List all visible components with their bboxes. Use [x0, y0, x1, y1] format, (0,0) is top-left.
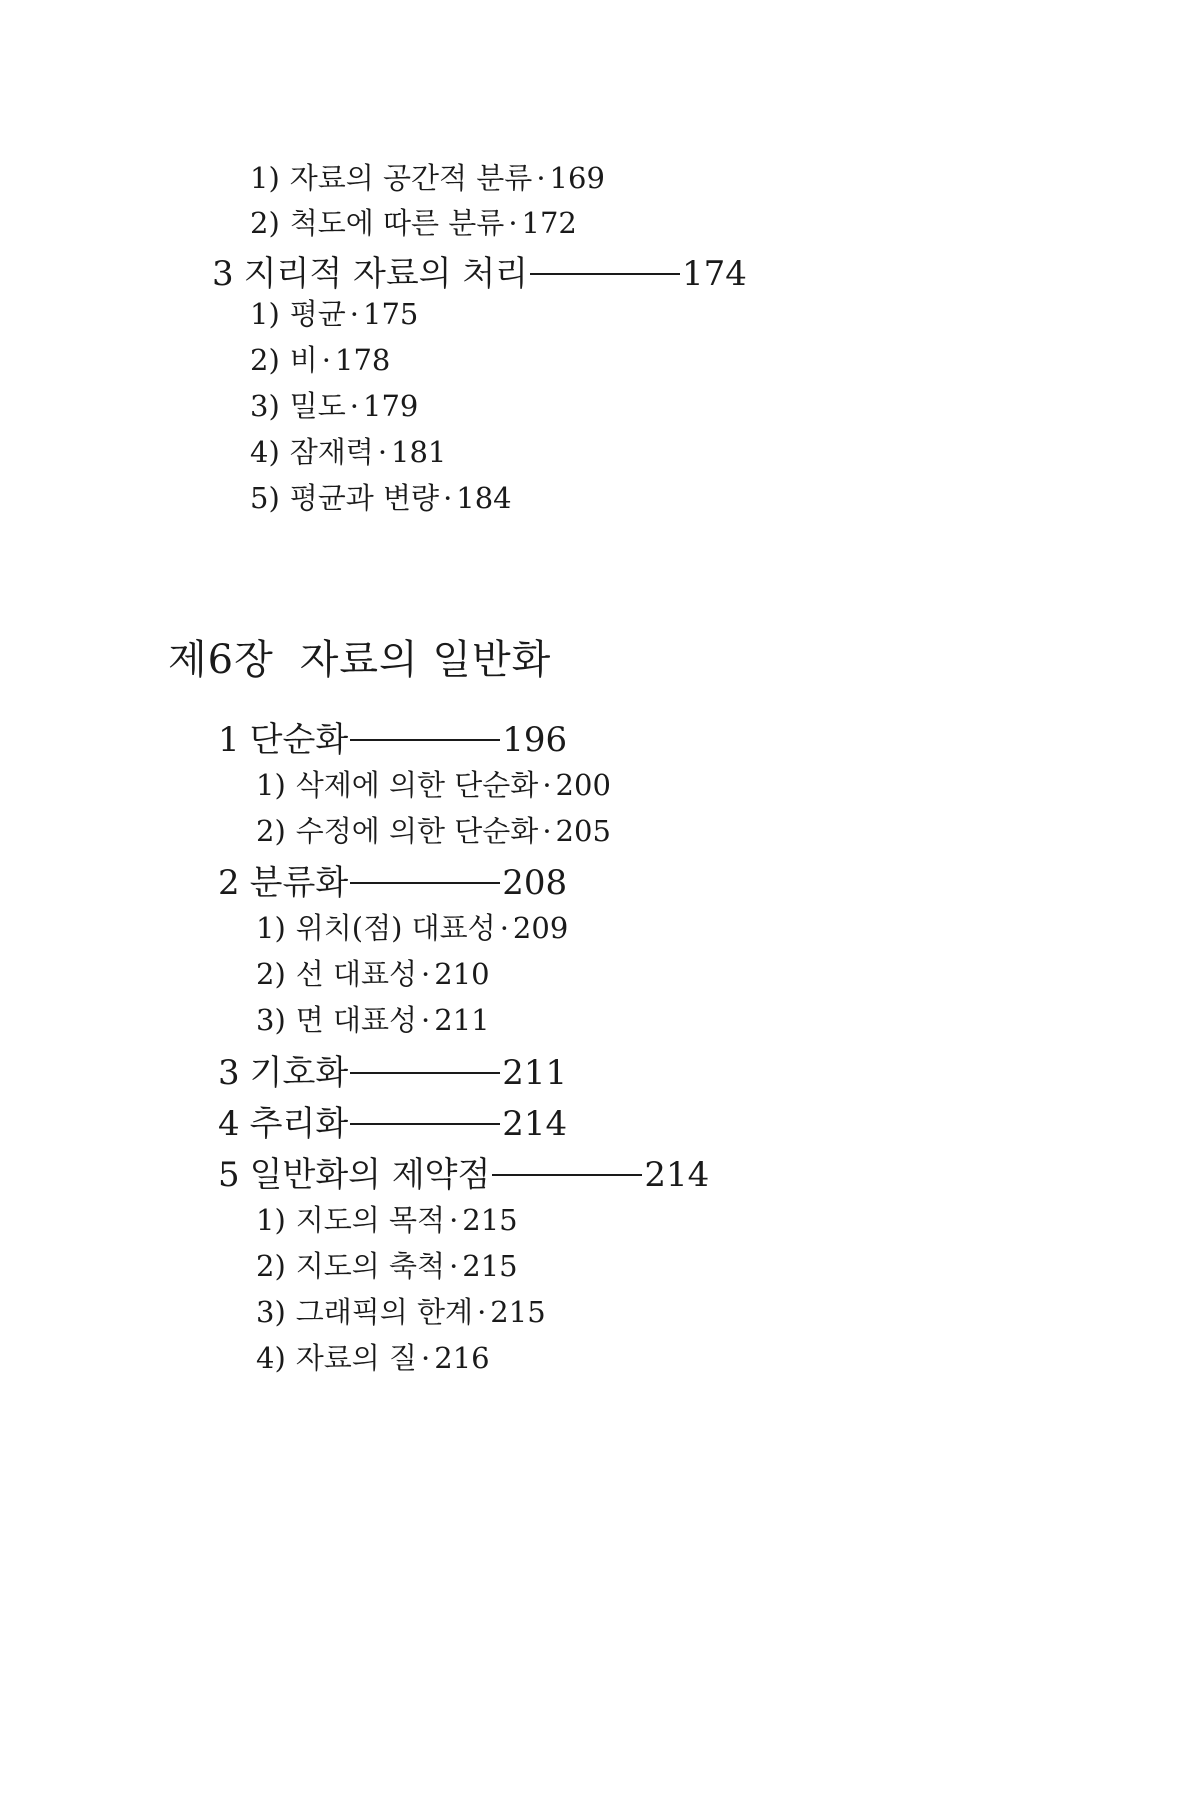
toc-entry-subsection [256, 1290, 546, 1331]
entry-title: 추리화 [249, 1104, 349, 1144]
entry-number: 3 [212, 254, 234, 294]
entry-page: 174 [682, 254, 747, 294]
entry-title: 평균과 변량 [289, 481, 440, 515]
entry-separator: · [542, 768, 552, 802]
toc-entry-subsection [250, 292, 418, 333]
entry-separator: · [449, 1203, 459, 1237]
entry-separator: · [349, 297, 360, 331]
toc-entry-subsection [250, 338, 390, 379]
toc-entry-subsection [256, 906, 568, 947]
toc-entry-subsection [256, 763, 611, 804]
entry-separator: · [508, 206, 518, 240]
entry-page: 172 [521, 206, 577, 240]
entry-page: 214 [502, 1104, 568, 1144]
entry-number: 1) [256, 1203, 286, 1237]
toc-entry-subsection [256, 1336, 490, 1377]
entry-title: 밀도 [289, 389, 346, 423]
entry-number: 4 [218, 1104, 240, 1144]
toc-entry-subsection [250, 201, 577, 242]
entry-title: 선 대표성 [295, 957, 418, 991]
entry-number: 3) [256, 1295, 286, 1329]
entry-page: 211 [502, 1053, 568, 1093]
entry-title: 평균 [289, 297, 346, 331]
entry-number: 3 [218, 1053, 240, 1093]
entry-title: 분류화 [249, 863, 349, 903]
entry-separator: · [421, 1003, 431, 1037]
entry-separator: · [377, 435, 388, 469]
entry-page: 196 [502, 720, 568, 760]
toc-entry-subsection [256, 1244, 518, 1285]
entry-page: 209 [512, 911, 569, 945]
leader-line [350, 882, 500, 884]
toc-entry-subsection [250, 384, 418, 425]
toc-entry-section [218, 1147, 709, 1196]
toc-entry-subsection [256, 998, 490, 1039]
entry-number: 2 [218, 863, 240, 903]
entry-page: 179 [363, 389, 419, 423]
entry-number: 2) [256, 814, 286, 848]
entry-title: 삭제에 의한 단순화 [295, 768, 539, 802]
entry-separator: · [321, 343, 331, 377]
entry-page: 200 [555, 768, 611, 802]
entry-number: 1) [256, 768, 286, 802]
entry-number: 1) [250, 161, 280, 195]
toc-entry-section [212, 246, 747, 295]
entry-page: 205 [555, 814, 611, 848]
leader-line [350, 739, 500, 741]
entry-title: 위치(점) 대표성 [295, 911, 496, 945]
toc-entry-section [218, 712, 567, 761]
entry-title: 면 대표성 [295, 1003, 418, 1037]
entry-page: 216 [434, 1341, 490, 1375]
entry-number: 3) [250, 389, 280, 423]
entry-page: 181 [391, 435, 447, 469]
leader-line [350, 1072, 500, 1074]
entry-page: 178 [335, 343, 391, 377]
toc-entry-subsection [256, 809, 611, 850]
entry-number: 2) [256, 957, 286, 991]
leader-line [530, 273, 680, 275]
toc-entry-section [218, 1045, 567, 1094]
entry-page: 214 [644, 1155, 710, 1195]
entry-number: 2) [250, 206, 280, 240]
entry-title: 척도에 따른 분류 [289, 206, 505, 240]
entry-separator: · [449, 1249, 459, 1283]
entry-page: 169 [549, 161, 605, 195]
leader-line [492, 1174, 642, 1176]
entry-page: 215 [462, 1203, 518, 1237]
entry-number: 5) [250, 481, 280, 515]
toc-entry-subsection [256, 1198, 518, 1239]
entry-title: 수정에 의한 단순화 [295, 814, 539, 848]
entry-separator: · [499, 911, 509, 945]
toc-entry-section [218, 1096, 567, 1145]
entry-title: 지리적 자료의 처리 [243, 254, 529, 294]
entry-page: 184 [456, 481, 512, 515]
entry-page: 215 [490, 1295, 546, 1329]
entry-title: 비 [289, 343, 318, 377]
toc-entry-section [218, 855, 567, 904]
chapter-label: 제6장 [168, 637, 274, 683]
entry-title: 자료의 질 [295, 1341, 418, 1375]
entry-title: 지도의 목적 [295, 1203, 446, 1237]
entry-page: 210 [434, 957, 490, 991]
entry-separator: · [421, 1341, 431, 1375]
entry-title: 잠재력 [289, 435, 374, 469]
toc-entry-subsection [256, 952, 490, 993]
entry-page: 215 [462, 1249, 518, 1283]
leader-line [350, 1123, 500, 1125]
entry-title: 자료의 공간적 분류 [289, 161, 533, 195]
toc-entry-subsection [250, 430, 446, 471]
entry-number: 4) [256, 1341, 286, 1375]
entry-number: 3) [256, 1003, 286, 1037]
entry-title: 단순화 [249, 720, 349, 760]
toc-entry-subsection [250, 476, 512, 517]
entry-separator: · [349, 389, 360, 423]
entry-page: 208 [502, 863, 568, 903]
entry-separator: · [421, 957, 431, 991]
entry-number: 1) [250, 297, 280, 331]
entry-number: 2) [256, 1249, 286, 1283]
entry-separator: · [536, 161, 546, 195]
entry-separator: · [443, 481, 453, 515]
entry-number: 1) [256, 911, 286, 945]
entry-number: 4) [250, 435, 280, 469]
chapter-heading [168, 628, 551, 685]
entry-number: 1 [218, 720, 240, 760]
toc-entry-subsection [250, 156, 605, 197]
entry-separator: · [477, 1295, 487, 1329]
chapter-title: 자료의 일반화 [299, 637, 552, 683]
entry-title: 지도의 축척 [295, 1249, 446, 1283]
entry-page: 211 [434, 1003, 490, 1037]
entry-title: 기호화 [249, 1053, 349, 1093]
entry-separator: · [542, 814, 552, 848]
entry-number: 2) [250, 343, 280, 377]
entry-title: 일반화의 제약점 [249, 1155, 491, 1195]
entry-page: 175 [363, 297, 419, 331]
entry-title: 그래픽의 한계 [295, 1295, 474, 1329]
entry-number: 5 [218, 1155, 240, 1195]
